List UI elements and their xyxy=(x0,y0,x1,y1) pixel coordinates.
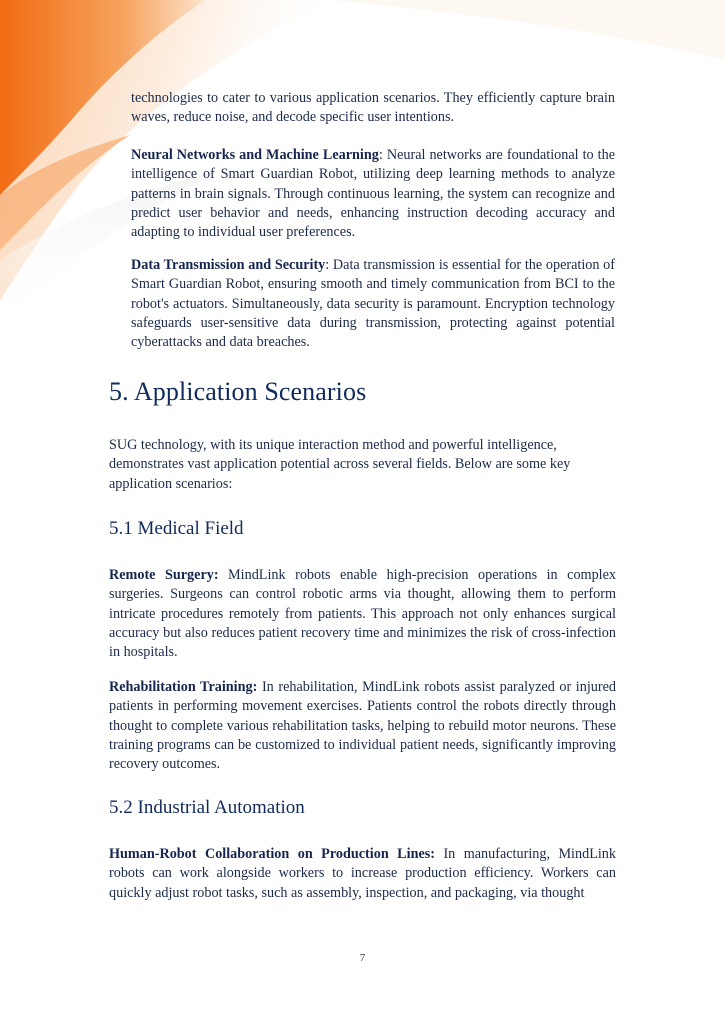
paragraph-rehabilitation xyxy=(109,678,616,774)
section-title-application-scenarios: 5. Application Scenarios xyxy=(109,377,367,406)
paragraph-human-robot-collaboration xyxy=(109,845,616,903)
text-data-transmission: : Data transmission is essential for the operation of Smart Guardian Robot, ensuring smooth and timely communication from BCI to the robot's actuators. Simultaneously, data security is paramount. Encryption technology safeguards user-sensitive data during transmission, protecting against potential cyberattacks and data breaches. xyxy=(131,257,615,351)
subsection-title-medical: 5.1 Medical Field xyxy=(109,518,244,539)
subsection-title-industrial: 5.2 Industrial Automation xyxy=(109,797,305,818)
paragraph-section-intro: SUG technology, with its unique interaction method and powerful intelligence, demonstrates vast application potential across several fields. Below are some key application scenarios: xyxy=(109,437,571,492)
text-rehabilitation: In rehabilitation, MindLink robots assist paralyzed or injured patients in performing movement exercises. Patients control the robots directly through thought to complete various rehabilitation tasks, helping to rebuild motor neurons. These training programs can be customized to individual patient needs, significantly improving recovery outcomes. xyxy=(109,679,616,773)
text-human-robot-collaboration: In manufacturing, MindLink robots can work alongside workers to increase production efficiency. Workers can quickly adjust robot tasks, such as assembly, inspection, and packaging, via thought xyxy=(109,846,616,901)
term-human-robot-collaboration: Human-Robot Collaboration on Production Lines: xyxy=(109,846,435,862)
paragraph-neural-networks xyxy=(131,146,615,242)
paragraph-remote-surgery xyxy=(109,566,616,662)
paragraph-intro-tail: technologies to cater to various application scenarios. They efficiently capture brain waves, reduce noise, and decode specific user intentions. xyxy=(131,90,615,126)
paragraph-data-transmission xyxy=(131,256,615,352)
term-data-transmission: Data Transmission and Security xyxy=(131,257,326,273)
text-neural-networks: : Neural networks are foundational to the intelligence of Smart Guardian Robot, utilizing deep learning methods to analyze patterns in brain signals. Through continuous learning, the system can recognize and predict user behavior and needs, enhancing instruction decoding accuracy and adapting to individual user preferences. xyxy=(131,147,615,241)
page-number: 7 xyxy=(359,952,366,964)
text-remote-surgery: MindLink robots enable high-precision operations in complex surgeries. Surgeons can control robotic arms via thought, allowing them to perform intricate procedures remotely from patients. This approach not only enhances surgical accuracy but also reduces patient recovery time and minimizes the risk of cross-infection in hospitals. xyxy=(109,567,617,661)
term-remote-surgery: Remote Surgery: xyxy=(109,567,219,583)
term-rehabilitation: Rehabilitation Training: xyxy=(109,679,258,695)
term-neural-networks: Neural Networks and Machine Learning xyxy=(131,147,379,163)
